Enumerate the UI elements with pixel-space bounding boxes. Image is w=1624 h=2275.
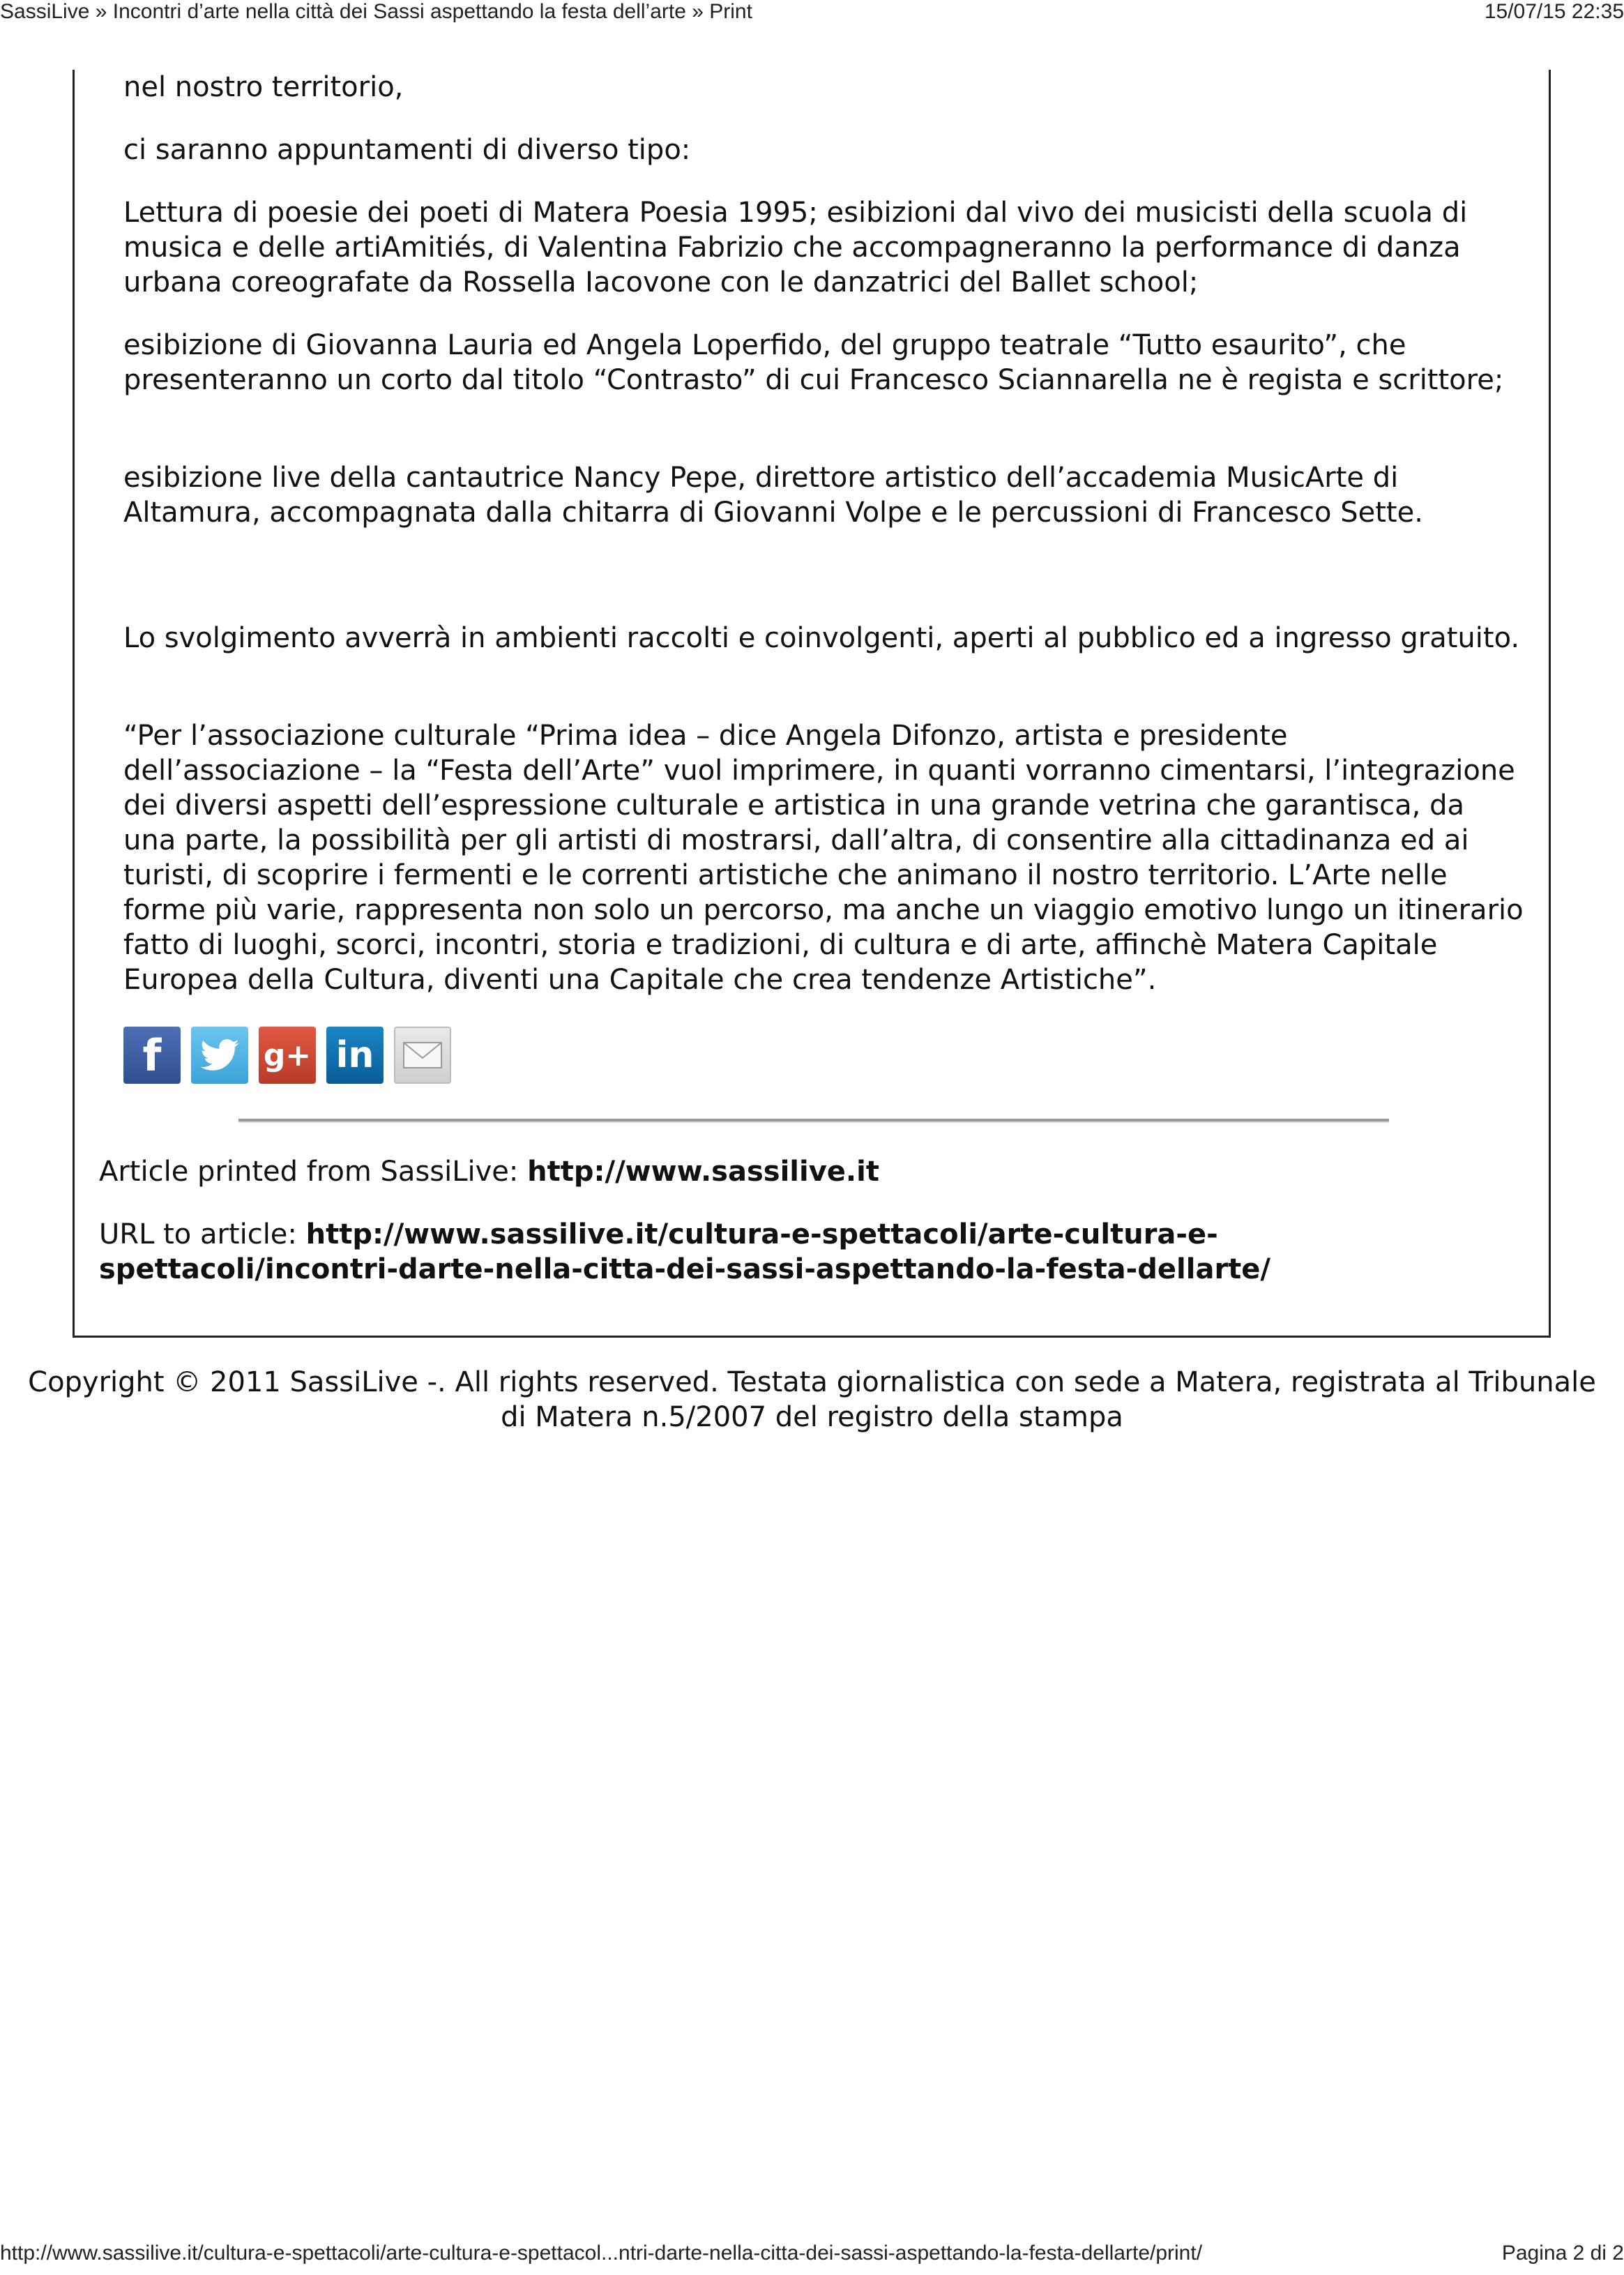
article-url-label: URL to article: [99,1218,297,1250]
print-datetime: 15/07/15 22:35 [1484,0,1624,23]
print-page-title: SassiLive » Incontri d’arte nella città dei Sassi aspettando la festa dell’arte » Print [0,0,752,23]
article-paragraph: “Per l’associazione culturale “Prima idea – dice Angela Difonzo, artista e presidente dell’associazione – la “Festa dell’Arte” vuol imprimere, in quanti vorranno cimentarsi, l’integrazione dei diversi aspetti dell’espressione culturale e artistica in una grande vetrina che garantisca, da una parte, la possibilità per gli artisti di mostrarsi, dall’altra, di consentire alla cittadinanza ed ai turisti, di scoprire i fermenti e le correnti artistiche che animano il nostro territorio. L’Arte nelle forme più varie, rappresenta non solo un percorso, ma anche un viaggio emotivo lungo un itinerario fatto di luoghi, scorci, incontri, storia e tradizioni, di cultura e di arte, affinchè Matera Capitale Europea della Cultura, diventi una Capitale che crea tendenze Artistiche”. [123,720,1524,996]
print-footer [0,2242,1624,2269]
site-link[interactable]: http://www.sassilive.it [527,1156,879,1188]
article-paragraph: Lo svolgimento avverrà in ambienti raccolti e coinvolgenti, aperti al pubblico ed a ingresso gratuito. [123,622,1520,654]
copyright-line: di Matera n.5/2007 del registro della stampa [501,1401,1123,1433]
social-share-bar [123,1027,451,1084]
article-link-part[interactable]: http://www.sassilive.it/cultura-e-spettacoli/arte-cultura-e- [305,1218,1218,1250]
page-number: Pagina 2 di 2 [1501,2242,1624,2265]
copyright-notice [0,1365,1624,1435]
print-footer-url: http://www.sassilive.it/cultura-e-spettacoli/arte-cultura-e-spettacol...ntri-darte-nella-citta-dei-sassi-aspettando-la-festa-dellarte/print/ [0,2242,1203,2265]
article-paragraph: Lettura di poesie dei poeti di Matera Poesia 1995; esibizioni dal vivo dei musicisti della scuola di musica e delle artiAmitiés, di Valentina Fabrizio che accompagneranno la performance di danza urbana coreografate da Rossella Iacovone con le danzatrici del Ballet school; [123,197,1468,298]
google-plus-icon[interactable]: g+ [259,1027,316,1084]
article-url-line [99,1217,1528,1287]
article-paragraph: nel nostro territorio, [123,71,404,103]
print-header [0,0,1624,24]
printed-from-label: Article printed from SassiLive: [99,1156,519,1188]
article-link-part[interactable]: spettacoli/incontri-darte-nella-citta-dei-sassi-aspettando-la-festa-dellarte/ [99,1253,1271,1285]
article-frame [73,70,1551,1338]
facebook-icon[interactable]: f [123,1027,181,1084]
article-paragraph: esibizione di Giovanna Lauria ed Angela Loperfido, del gruppo teatrale “Tutto esaurito”, che presenteranno un corto dal titolo “Contrasto” di cui Francesco Sciannarella ne è regista e scrittore; [123,329,1504,396]
linkedin-icon[interactable]: in [326,1027,384,1084]
article-paragraph: esibizione live della cantautrice Nancy Pepe, direttore artistico dell’accademia MusicArte di Altamura, accompagnata dalla chitarra di Giovanni Volpe e le percussioni di Francesco Sette. [123,462,1423,529]
article-paragraph: ci saranno appuntamenti di diverso tipo: [123,134,691,166]
printed-from-line [99,1154,1528,1189]
email-icon[interactable] [394,1027,451,1084]
copyright-line: Copyright © 2011 SassiLive -. All rights reserved. Testata giornalistica con sede a Matera, registrata al Tribunale [28,1366,1596,1398]
twitter-icon[interactable] [191,1027,248,1084]
divider [238,1119,1389,1123]
